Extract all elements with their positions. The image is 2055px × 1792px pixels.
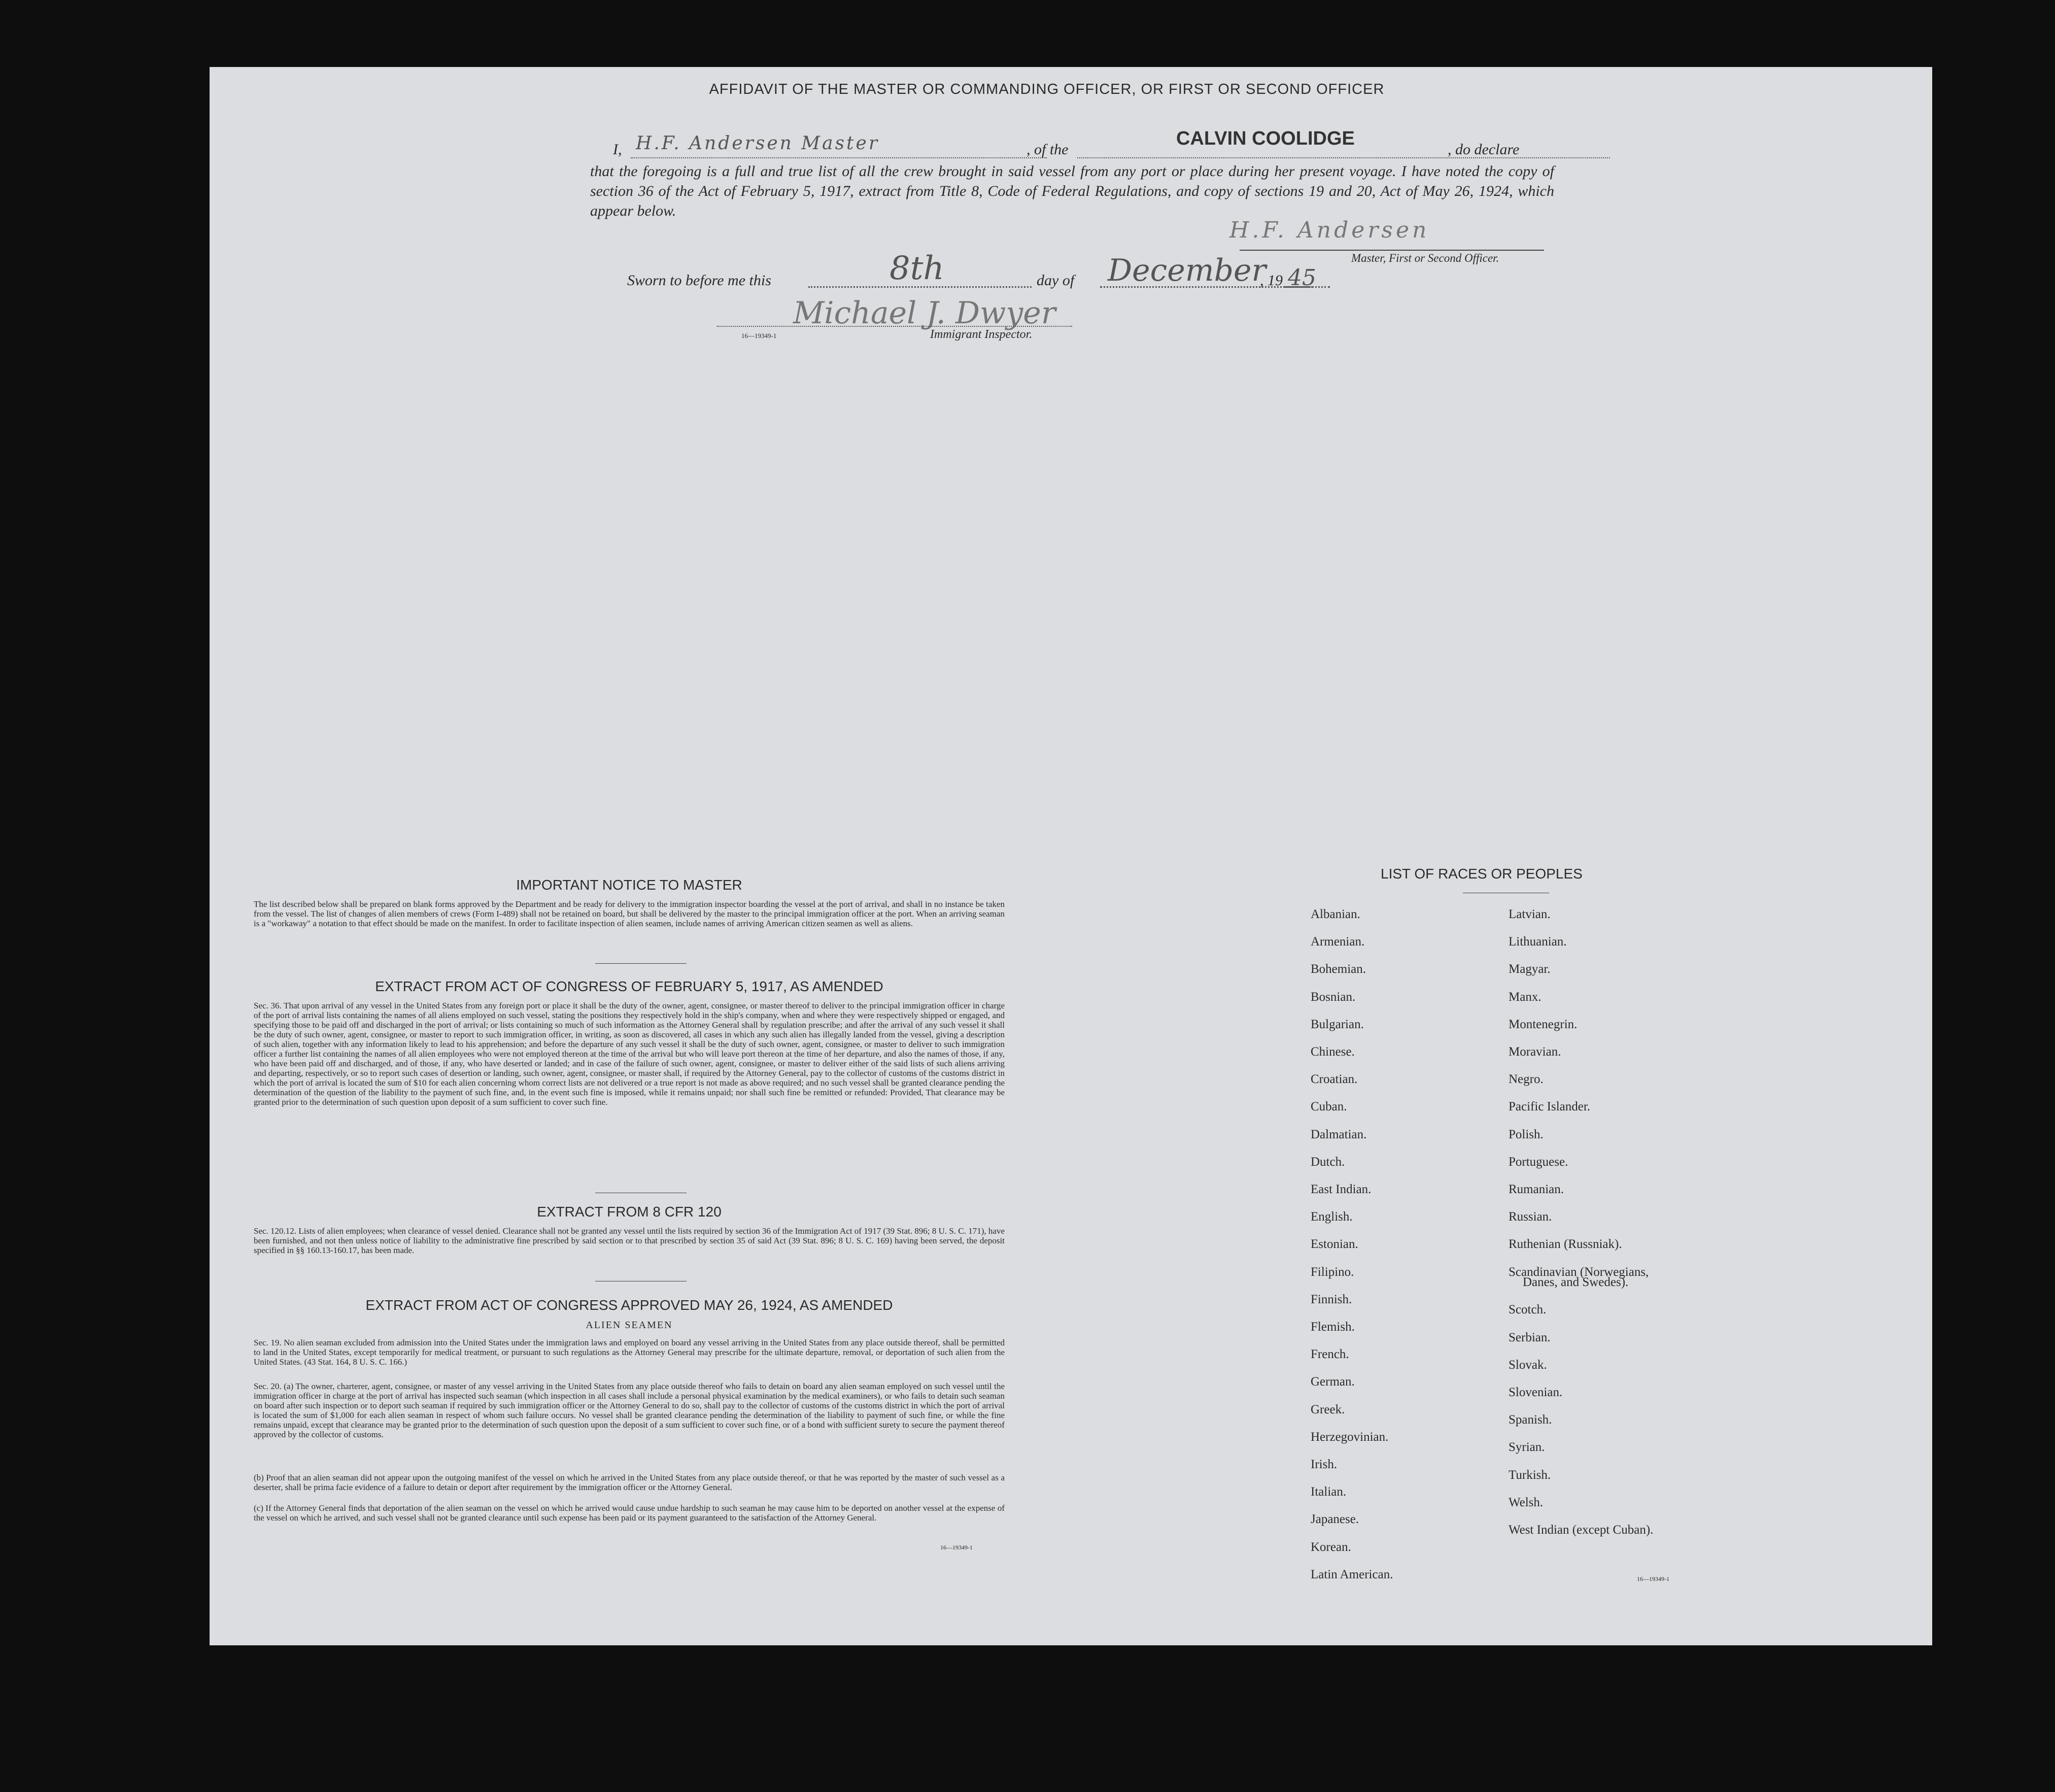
officer-signature-line bbox=[1240, 250, 1544, 251]
race-item: Cuban. bbox=[1311, 1100, 1347, 1114]
vessel-name: CALVIN COOLIDGE bbox=[1176, 128, 1355, 149]
race-item: Ruthenian (Russniak). bbox=[1509, 1237, 1622, 1252]
day-handwritten: 8th bbox=[889, 250, 944, 287]
year-prefix: , 19 bbox=[1260, 272, 1283, 289]
inspector-label: Immigrant Inspector. bbox=[930, 328, 1033, 341]
race-item: Bosnian. bbox=[1311, 990, 1356, 1004]
inspector-signature-line bbox=[717, 326, 1072, 327]
race-item: Korean. bbox=[1311, 1540, 1351, 1554]
race-item: Danes, and Swedes). bbox=[1523, 1275, 1629, 1290]
race-item: German. bbox=[1311, 1375, 1355, 1389]
race-item: Japanese. bbox=[1311, 1512, 1359, 1527]
race-item: Albanian. bbox=[1311, 907, 1360, 921]
race-item: Flemish. bbox=[1311, 1320, 1355, 1334]
race-item: Spanish. bbox=[1509, 1413, 1552, 1427]
inspector-signature: Michael J. Dwyer bbox=[793, 295, 1056, 331]
master-name-signature: H.F. Andersen Master bbox=[636, 133, 880, 154]
races-form-number: 16—19349-1 bbox=[1637, 1575, 1669, 1582]
race-item: Scandinavian (Norwegians, bbox=[1509, 1265, 1649, 1279]
extract-1924-sec20c: (c) If the Attorney General finds that deportation of the alien seaman on the vessel on which he arrived would cause undue hardship to such seaman he may cause him to be deported on another vessel at the expense of the vessel on which he arrived, and such vessel shall not be granted clearance until such expense has been paid or its payment guaranteed to the satisfaction of the Attorney General. bbox=[254, 1503, 1005, 1523]
extract-1924-sec20a: Sec. 20. (a) The owner, charterer, agent, consignee, or master of any vessel arriving in the United States from any place outside thereof who fails to detain on board any alien seaman employed on such vessel until the immigration officer in charge at the port of arrival has inspected such seaman (which inspection in all cases shall include a personal physical examination by the medical examiners), or who fails to detain such seaman on board after such inspection or to deport such seaman if required by such immigration officer or the Attorney General to do so, shall pay to the collector of customs of the customs district in which the port of arrival is located the sum of $1,000 for each alien seaman in respect of whom such failure occurs. No vessel shall be granted clearance pending the determination of the liability to payment of such fine, or while the fine remains unpaid, except that clearance may be granted prior to the determination of such question upon the deposit of a sum sufficient to cover such fine, or of a bond with sufficient surety to secure the payment thereof approved by the collector of customs. bbox=[254, 1381, 1005, 1439]
race-item: Dalmatian. bbox=[1311, 1127, 1367, 1141]
races-title: LIST OF RACES OR PEOPLES bbox=[1381, 866, 1583, 882]
race-item: Herzegovinian. bbox=[1311, 1430, 1389, 1444]
race-item: Scotch. bbox=[1509, 1303, 1547, 1317]
race-item: Portuguese. bbox=[1509, 1155, 1568, 1169]
vessel-name-line bbox=[1077, 157, 1610, 158]
affidavit-title: AFFIDAVIT OF THE MASTER OR COMMANDING OFFICER, OR FIRST OR SECOND OFFICER bbox=[709, 81, 1385, 97]
race-item: East Indian. bbox=[1311, 1182, 1372, 1196]
race-item: Lithuanian. bbox=[1509, 935, 1567, 949]
divider bbox=[595, 963, 687, 964]
extract-1924-sec19: Sec. 19. No alien seaman excluded from admission into the United States under the immigration laws and employed on board any vessel arriving in the United States from any place outside thereof, shall be permitted to land in the United States, except temporarily for medical treatment, or pursuant to such regulations as the Attorney General may prescribe for the ultimate departure, removal, or deportation of such alien from the United States. (43 Stat. 164, 8 U. S. C. 166.) bbox=[254, 1338, 1005, 1367]
extract-cfr-text: Sec. 120.12. Lists of alien employees; when clearance of vessel denied. Clearance shall not be granted any vessel until the lists required by section 36 of the Immigration Act of 1917 (39 Stat. 896; 8 U. S. C. 171), have been furnished, and not then unless notice of liability to the administrative fine prescribed by said section or to that prescribed by section 35 of said Act (39 Stat. 896; 8 U. S. C. 169) having been served, the deposit specified in §§ 160.13-160.17, has been made. bbox=[254, 1226, 1005, 1255]
race-item: Montenegrin. bbox=[1509, 1017, 1578, 1031]
affidavit-body: that the foregoing is a full and true list of all the crew brought in said vessel from any port or place during her present voyage. I have noted the copy of section 36 of the Act of February 5, 1917, extract from Title 8, Code of Federal Regulations, and copy of sections 19 and 20, Act of May 26, 1924, which appear below. bbox=[590, 163, 1554, 219]
master-name-line bbox=[631, 157, 1047, 158]
race-item: Filipino. bbox=[1311, 1265, 1354, 1279]
race-item: Estonian. bbox=[1311, 1237, 1358, 1252]
extract-cfr-title: EXTRACT FROM 8 CFR 120 bbox=[537, 1204, 722, 1220]
sworn-label: Sworn to before me this bbox=[627, 272, 771, 289]
race-item: Latvian. bbox=[1509, 907, 1551, 921]
officer-label: Master, First or Second Officer. bbox=[1351, 252, 1499, 264]
document-sheet bbox=[210, 67, 1932, 1645]
race-item: Rumanian. bbox=[1509, 1182, 1564, 1196]
race-item: Slovak. bbox=[1509, 1358, 1547, 1372]
race-item: Serbian. bbox=[1509, 1330, 1551, 1344]
race-item: Moravian. bbox=[1509, 1045, 1561, 1059]
extract-1917-title: EXTRACT FROM ACT OF CONGRESS OF FEBRUARY 5, 1917, AS AMENDED bbox=[375, 978, 883, 994]
month-handwritten: December bbox=[1108, 253, 1266, 288]
race-item: Manx. bbox=[1509, 990, 1542, 1004]
race-item: Croatian. bbox=[1311, 1072, 1358, 1087]
race-item: Slovenian. bbox=[1509, 1385, 1563, 1399]
notice-title: IMPORTANT NOTICE TO MASTER bbox=[516, 877, 742, 893]
race-item: Armenian. bbox=[1311, 935, 1365, 949]
officer-signature: H.F. Andersen bbox=[1229, 217, 1430, 243]
race-item: Bohemian. bbox=[1311, 962, 1366, 976]
race-item: Turkish. bbox=[1509, 1468, 1551, 1482]
race-item: Dutch. bbox=[1311, 1155, 1345, 1169]
year-line bbox=[1284, 286, 1330, 288]
race-item: West Indian (except Cuban). bbox=[1509, 1523, 1654, 1537]
affidavit-form-number: 16—19349-1 bbox=[741, 332, 777, 340]
extract-1917-text: Sec. 36. That upon arrival of any vessel in the United States from any foreign port or place it shall be the duty of the owner, agent, consignee, or master thereof to deliver to the principal immigration officer in charge of the port of arrival lists containing the names of all aliens employed on such vessel, stating the positions they respectively hold in the ship's company, when and where they were respectively shipped or engaged, and specifying those to be paid off and discharged in the port of arrival; or lists containing so much of such information as the Attorney General shall by regulation prescribe; and after the arrival of any such vessel it shall be the duty of such owner, agent, consignee, or master to report to such immigration officer, in writing, as soon as discovered, all cases in which any such alien has illegally landed from the vessel, giving a description of such alien, together with any information likely to lead to his apprehension; and before the departure of any such vessel it shall be the duty of such owner, agent, consignee, or master to deliver to such immigration officer a further list containing the names of all alien employees who were not employed thereon at the time of the arrival but who will leave port thereon at the time of her departure, and also the names of those, if any, who have been paid off and discharged, and of those, if any, who have deserted or landed; and in case of the failure of such owner, agent, consignee, or master to deliver either of the said lists of such aliens arriving and departing, respectively, or so to report such cases of desertion or landing, such owner, agent, consignee, or master shall, if required by the Attorney General, pay to the collector of customs of the customs district in which the port of arrival is located the sum of $10 for each alien concerning whom correct lists are not delivered or a true report is not made as above required; and no such vessel shall be granted clearance pending the determination of the question of the liability to the payment of such fine, and, in the event such fine is imposed, while it remains unpaid; nor shall such fine be remitted or refunded: Provided, That clearance may be granted prior to the determination of such question upon deposit of a sum sufficient to cover such fine. bbox=[254, 1001, 1005, 1107]
race-item: Finnish. bbox=[1311, 1292, 1352, 1306]
declare-prefix: I, bbox=[613, 141, 622, 158]
race-item: Latin American. bbox=[1311, 1567, 1393, 1581]
race-item: Pacific Islander. bbox=[1509, 1100, 1591, 1114]
day-of-label: day of bbox=[1037, 272, 1075, 289]
extract-1924-subtitle: ALIEN SEAMEN bbox=[586, 1320, 673, 1331]
race-item: Irish. bbox=[1311, 1458, 1338, 1471]
notice-text: The list described below shall be prepared on blank forms approved by the Department and be ready for delivery to the immigration inspector boarding the vessel at the port of arrival, and shall in no instance be taken from the vessel. The list of changes of alien members of crews (Form I-489) shall not be retained on board, but shall be delivered by the master to the principal immigration officer at the port. When an arriving seaman is a "workaway" a notation to that effect should be made on the manifest. In order to facilitate inspection of alien seamen, include names of arriving American citizen seamen as well as aliens. bbox=[254, 899, 1005, 928]
race-item: Negro. bbox=[1509, 1072, 1544, 1087]
race-item: Syrian. bbox=[1509, 1440, 1545, 1455]
race-item: Welsh. bbox=[1509, 1495, 1544, 1509]
race-item: Magyar. bbox=[1509, 962, 1551, 976]
race-item: Italian. bbox=[1311, 1485, 1347, 1499]
year-handwritten: 45 bbox=[1288, 265, 1316, 291]
race-item: Russian. bbox=[1509, 1210, 1552, 1224]
race-item: Greek. bbox=[1311, 1402, 1345, 1416]
extract-1924-sec20b: (b) Proof that an alien seaman did not appear upon the outgoing manifest of the vessel on which he arrived in the United States from any place outside thereof, or that he was reported by the master of such vessel as a deserter, shall be prima facie evidence of a failure to detain or deport after requirement by the immigration officer or the Attorney General. bbox=[254, 1473, 1005, 1492]
extract-form-number: 16—19349-1 bbox=[940, 1544, 973, 1551]
race-item: English. bbox=[1311, 1210, 1353, 1224]
do-declare-label: , do declare bbox=[1448, 141, 1520, 158]
of-the-label: , of the bbox=[1026, 141, 1069, 158]
race-item: Bulgarian. bbox=[1311, 1017, 1364, 1031]
race-item: Chinese. bbox=[1311, 1045, 1355, 1059]
race-item: French. bbox=[1311, 1347, 1349, 1362]
extract-1924-title: EXTRACT FROM ACT OF CONGRESS APPROVED MAY 26, 1924, AS AMENDED bbox=[365, 1297, 893, 1313]
race-item: Polish. bbox=[1509, 1127, 1544, 1141]
